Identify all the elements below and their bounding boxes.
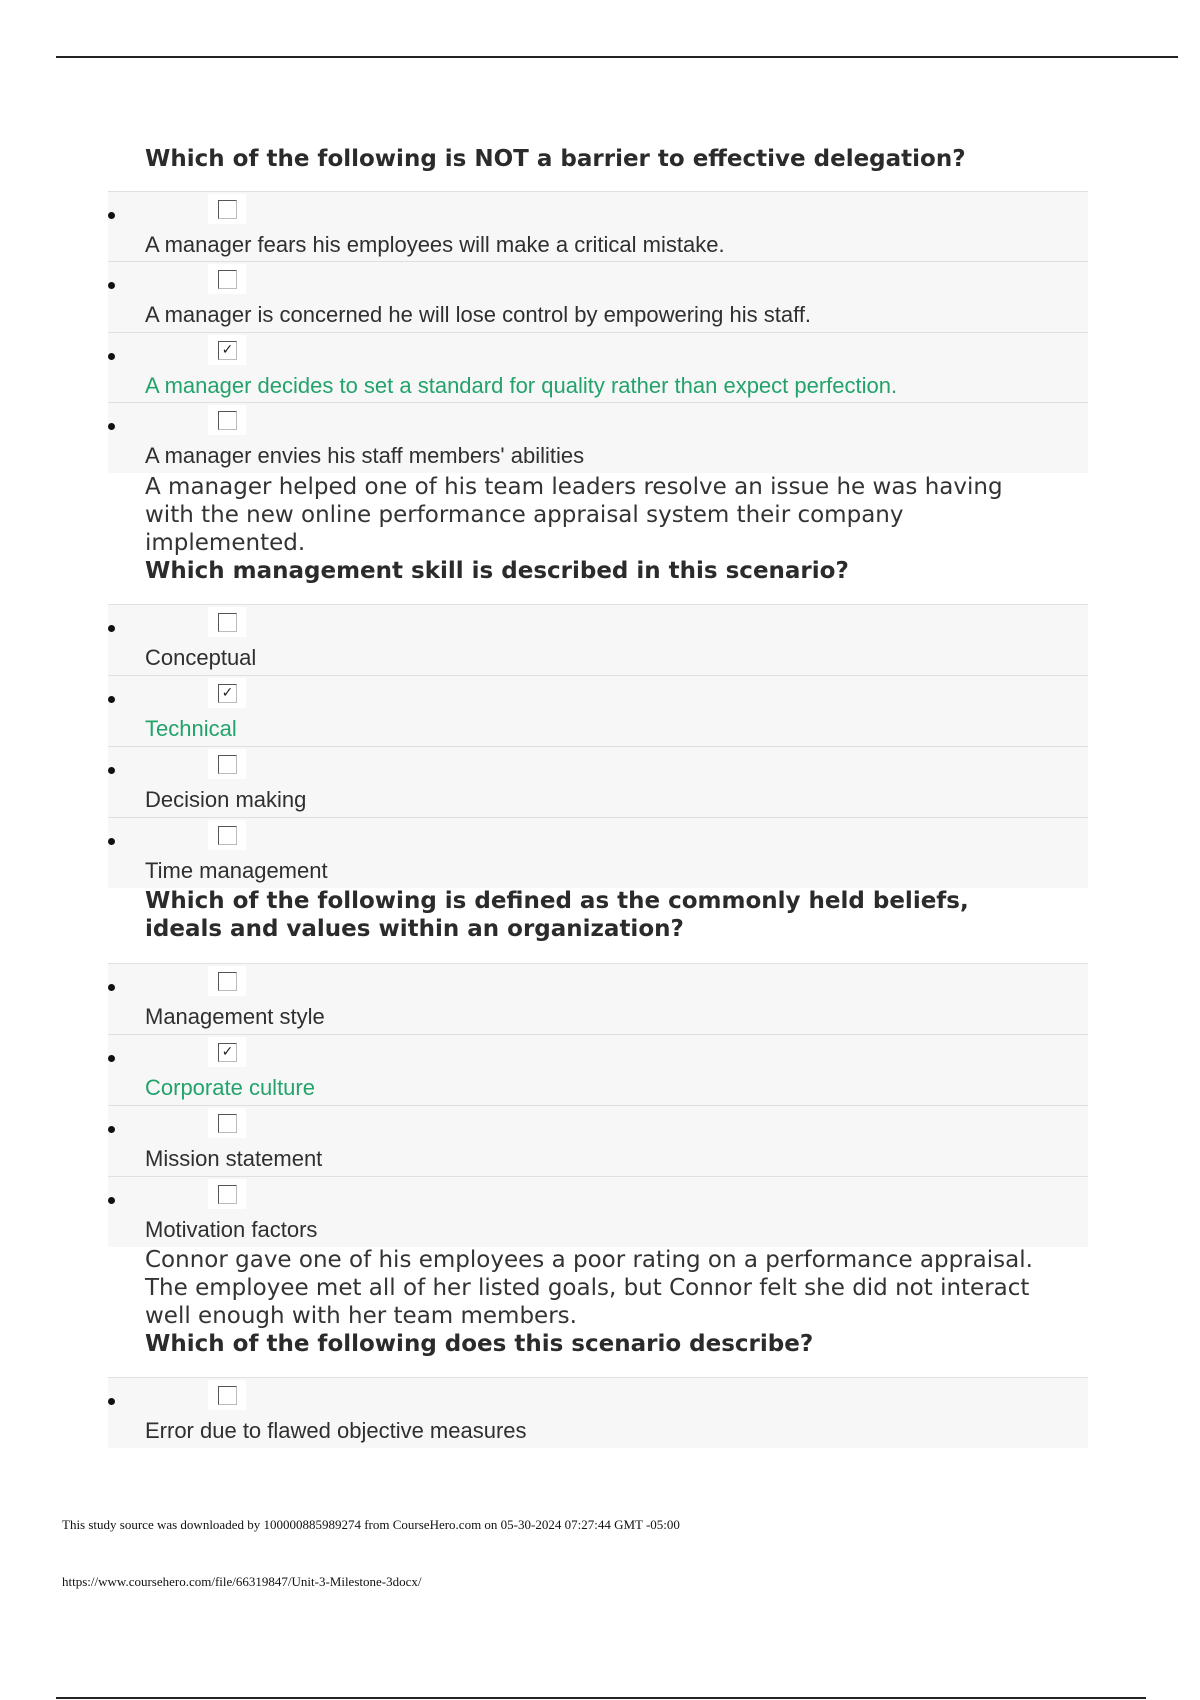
answer-option[interactable]: [108, 332, 1088, 403]
checkbox-container: [208, 678, 246, 708]
question-title-line: Which of the following is NOT a barrier to effective delegation?: [145, 146, 966, 172]
scenario-line: The employee met all of her listed goals, but Connor felt she did not interact: [145, 1275, 1030, 1301]
checkbox[interactable]: [218, 755, 237, 774]
source-url[interactable]: https://www.coursehero.com/file/66319847/Unit-3-Milestone-3docx/: [62, 1574, 422, 1589]
checkbox-container: [208, 335, 246, 365]
answer-option-label: Decision making: [145, 787, 307, 812]
checkbox[interactable]: [218, 200, 237, 219]
checkbox[interactable]: [218, 1185, 237, 1204]
answer-option-label: A manager decides to set a standard for quality rather than expect perfection.: [145, 373, 898, 398]
answer-option[interactable]: [108, 817, 1088, 888]
answer-option-label: Mission statement: [145, 1146, 323, 1171]
checkbox-container: [208, 264, 246, 294]
checkbox-container: [208, 1037, 246, 1067]
question-title: [145, 557, 1085, 585]
scenario-line: A manager helped one of his team leaders resolve an issue he was having: [145, 474, 1003, 500]
answer-option-label: Motivation factors: [145, 1217, 318, 1242]
checkbox-checked[interactable]: [218, 341, 237, 360]
answer-option-label: A manager envies his staff members' abilities: [145, 443, 585, 468]
bottom-rule: [56, 1697, 1146, 1699]
question-title: [145, 145, 1085, 173]
bullet-icon: [108, 212, 115, 219]
answer-option[interactable]: [108, 604, 1088, 675]
scenario-line: Connor gave one of his employees a poor rating on a performance appraisal.: [145, 1247, 1033, 1273]
question-title-line: Which management skill is described in this scenario?: [145, 558, 849, 584]
checkbox-container: [208, 607, 246, 637]
bullet-icon: [108, 1398, 115, 1405]
checkbox[interactable]: [218, 270, 237, 289]
scenario-line: implemented.: [145, 530, 306, 556]
checkbox[interactable]: [218, 613, 237, 632]
answer-option-label: A manager fears his employees will make a critical mistake.: [145, 232, 725, 257]
checkbox-container: [208, 405, 246, 435]
answer-option[interactable]: [108, 402, 1088, 473]
checkbox-checked[interactable]: [218, 1043, 237, 1062]
checkbox[interactable]: [218, 1114, 237, 1133]
checkmark-icon: ✓: [221, 685, 234, 701]
checkbox-container: [208, 1108, 246, 1138]
answer-option-label: A manager is concerned he will lose control by empowering his staff.: [145, 302, 812, 327]
answer-option-label: Management style: [145, 1004, 325, 1029]
checkbox[interactable]: [218, 972, 237, 991]
bullet-icon: [108, 353, 115, 360]
download-note: This study source was downloaded by 100000885989274 from CourseHero.com on 05-30-2024 07:27:44 GMT -05:00: [62, 1517, 680, 1532]
answer-option[interactable]: [108, 963, 1088, 1034]
bullet-icon: [108, 984, 115, 991]
answer-option[interactable]: [108, 191, 1088, 262]
checkbox-container: [208, 1380, 246, 1410]
bullet-icon: [108, 423, 115, 430]
question-title: [145, 1330, 1085, 1358]
answer-option-label: Technical: [145, 716, 237, 741]
bullet-icon: [108, 625, 115, 632]
checkbox-checked[interactable]: [218, 684, 237, 703]
scenario-line: well enough with her team members.: [145, 1303, 577, 1329]
answer-option[interactable]: [108, 675, 1088, 746]
answer-option-label: Error due to flawed objective measures: [145, 1418, 527, 1443]
answer-option-label: Conceptual: [145, 645, 257, 670]
scenario-line: with the new online performance appraisal system their company: [145, 502, 904, 528]
checkbox[interactable]: [218, 411, 237, 430]
bullet-icon: [108, 1055, 115, 1062]
bullet-icon: [108, 282, 115, 289]
question-title-line: Which of the following does this scenario describe?: [145, 1331, 814, 1357]
answer-option-label: Time management: [145, 858, 328, 883]
question-title-line: ideals and values within an organization?: [145, 916, 684, 942]
answer-option[interactable]: [108, 1034, 1088, 1105]
checkbox[interactable]: [218, 826, 237, 845]
checkbox-container: [208, 966, 246, 996]
checkbox-container: [208, 1179, 246, 1209]
question-title: [145, 887, 1085, 943]
bullet-icon: [108, 696, 115, 703]
question-scenario: [145, 473, 1085, 557]
answer-option-label: Corporate culture: [145, 1075, 315, 1100]
bullet-icon: [108, 1197, 115, 1204]
checkmark-icon: ✓: [221, 342, 234, 358]
question-title-line: Which of the following is defined as the commonly held beliefs,: [145, 888, 969, 914]
answer-option[interactable]: [108, 261, 1088, 332]
bullet-icon: [108, 767, 115, 774]
checkmark-icon: ✓: [221, 1044, 234, 1060]
answer-option[interactable]: [108, 1377, 1088, 1448]
bullet-icon: [108, 838, 115, 845]
answer-option[interactable]: [108, 1105, 1088, 1176]
checkbox-container: [208, 194, 246, 224]
checkbox[interactable]: [218, 1386, 237, 1405]
bullet-icon: [108, 1126, 115, 1133]
checkbox-container: [208, 820, 246, 850]
checkbox-container: [208, 749, 246, 779]
top-rule: [56, 56, 1178, 58]
answer-option[interactable]: [108, 746, 1088, 817]
answer-option[interactable]: [108, 1176, 1088, 1247]
question-scenario: [145, 1246, 1085, 1330]
